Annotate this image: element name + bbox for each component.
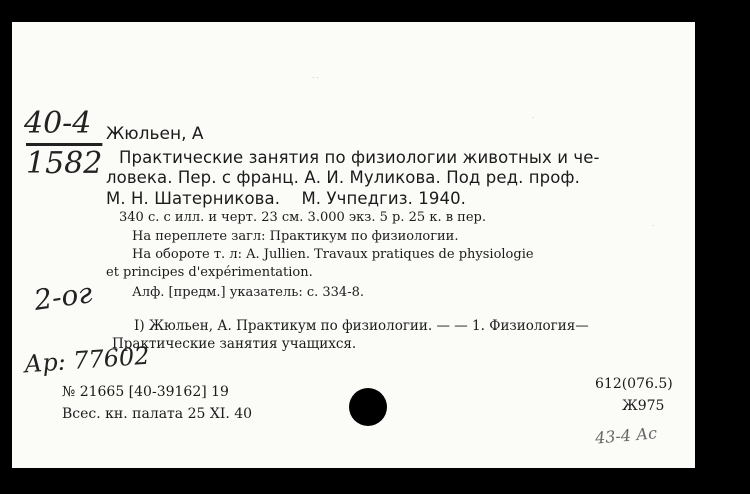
udc-classification: 612(076.5)	[595, 376, 673, 392]
punch-hole	[349, 388, 387, 426]
title-line-3: М. Н. Шатерникова. М. Учпедгиз. 1940.	[106, 189, 467, 208]
note-verso-title-2: et principes d'expérimentation.	[106, 265, 313, 280]
handwritten-bottom-right: 43-4 Ас	[594, 423, 658, 448]
catalog-card: 40-4 1582 Жюльен, А Практические занятия по физиологии животных и че- ловека. Пер. с франц. А. И. Муликова. Под ред. проф. М. Н. Шатерникова. М. Учпедгиз. 1940. 340 с. с илл. и черт. 23 см. 3.000 экз. 5 р. 25 к. в пер. На переплете загл: Практикум по физиологии. На обороте т. л: A. Jullien. Travaux pratiques de physiologie et principes d'expérimentation. Алф. [предм.] указатель: с. 334-8. 2-ог I) Жюльен, А. Практикум по физиологии. — — 1. Физиология— Практические занятия учащихся. Ар: 77602 № 21665 [40-39162] 19 Всес. кн. палата 25 XI. 40 612(076.5) Ж975 43-4 Ас · · · ·	[12, 22, 695, 468]
record-number: № 21665 [40-39162] 19	[62, 384, 229, 400]
author-heading: Жюльен, А	[106, 124, 204, 144]
title-line-1: Практические занятия по физиологии животных и че-	[119, 148, 600, 167]
title-line-2: ловека. Пер. с франц. А. И. Муликова. Под ред. проф.	[106, 168, 580, 187]
note-verso-title-1: На обороте т. л: A. Jullien. Travaux pratiques de physiologie	[132, 247, 534, 262]
tracing-line-1: I) Жюльен, А. Практикум по физиологии. — — 1. Физиология—	[134, 318, 589, 334]
collation: 340 с. с илл. и черт. 23 см. 3.000 экз. 5 р. 25 к. в пер.	[119, 210, 486, 225]
author-mark: Ж975	[622, 398, 665, 414]
handwritten-left-1: 2-ог	[31, 276, 95, 317]
call-number-bottom: 1582	[26, 146, 103, 181]
book-chamber: Всес. кн. палата 25 XI. 40	[62, 406, 253, 422]
call-number-top: 40-4	[24, 106, 92, 141]
handwritten-left-2: Ар: 77602	[23, 341, 151, 379]
note-index: Алф. [предм.] указатель: с. 334-8.	[132, 285, 365, 300]
tracing-line-2: Практические занятия учащихся.	[112, 336, 357, 352]
note-cover-title: На переплете загл: Практикум по физиологии.	[132, 229, 459, 244]
